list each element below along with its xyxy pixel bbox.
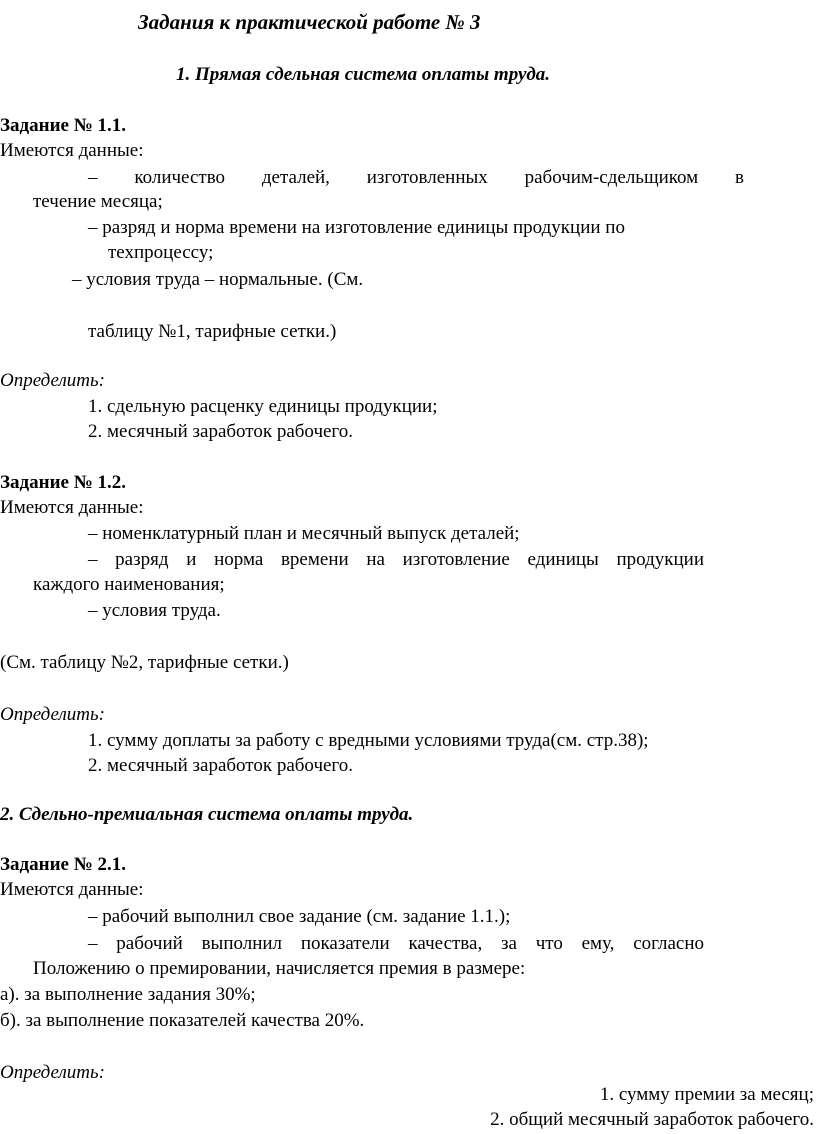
- task-2-1-given: Имеются данные:: [0, 879, 144, 900]
- task-1-2-item-2: – разряд и норма времени на изготовление единицы продукции: [88, 549, 704, 570]
- task-1-1-heading: Задание № 1.1.: [0, 115, 127, 136]
- task-2-1-item-2-cont: Положению о премировании, начисляется премия в размере:: [33, 958, 526, 979]
- task-1-2-determine: Определить:: [0, 704, 105, 725]
- task-1-2-given: Имеются данные:: [0, 497, 144, 518]
- task-2-1-item-2: – рабочий выполнил показатели качества, за что ему, согласно: [88, 933, 704, 954]
- task-1-1-item-1-cont: течение месяца;: [33, 191, 163, 212]
- section-heading-1: 1. Прямая сдельная система оплаты труда.: [176, 64, 551, 85]
- task-1-2-item-1: – номенклатурный план и месячный выпуск деталей;: [88, 523, 520, 544]
- task-2-1-item-1: – рабочий выполнил свое задание (см. задание 1.1.);: [88, 906, 511, 927]
- task-1-2-question-1: 1. сумму доплаты за работу с вредными условиями труда(см. стр.38);: [88, 730, 649, 751]
- task-2-1-determine: Определить:: [0, 1062, 105, 1083]
- task-1-1-determine: Определить:: [0, 370, 105, 391]
- task-1-1-question-1: 1. сдельную расценку единицы продукции;: [88, 396, 438, 417]
- task-2-1-condition-b: б). за выполнение показателей качества 20%.: [0, 1010, 365, 1031]
- task-1-1-item-1: – количество деталей, изготовленных рабочим-сдельщиком в: [88, 167, 744, 188]
- section-heading-2: 2. Сдельно-премиальная система оплаты труда.: [0, 804, 414, 825]
- task-1-1-question-2: 2. месячный заработок рабочего.: [88, 421, 353, 442]
- task-2-1-question-2: 2. общий месячный заработок рабочего.: [490, 1109, 814, 1130]
- task-1-2-question-2: 2. месячный заработок рабочего.: [88, 755, 353, 776]
- task-2-1-condition-a: а). за выполнение задания 30%;: [0, 984, 256, 1005]
- task-1-2-item-3: – условия труда.: [88, 600, 221, 621]
- task-1-2-item-2-cont: каждого наименования;: [33, 574, 225, 595]
- task-2-1-question-1: 1. сумму премии за месяц;: [599, 1084, 814, 1105]
- page-title: Задания к практической работе № 3: [138, 10, 481, 34]
- task-1-2-note: (См. таблицу №2, тарифные сетки.): [0, 652, 289, 673]
- task-1-1-given: Имеются данные:: [0, 140, 144, 161]
- task-1-1-item-2-cont: техпроцессу;: [108, 242, 214, 263]
- task-1-2-heading: Задание № 1.2.: [0, 472, 127, 493]
- task-1-1-note: таблицу №1, тарифные сетки.): [88, 321, 337, 342]
- task-1-1-item-3: – условия труда – нормальные. (См.: [72, 269, 364, 290]
- task-1-1-item-2: – разряд и норма времени на изготовление единицы продукции по: [88, 217, 625, 238]
- task-2-1-heading: Задание № 2.1.: [0, 854, 127, 875]
